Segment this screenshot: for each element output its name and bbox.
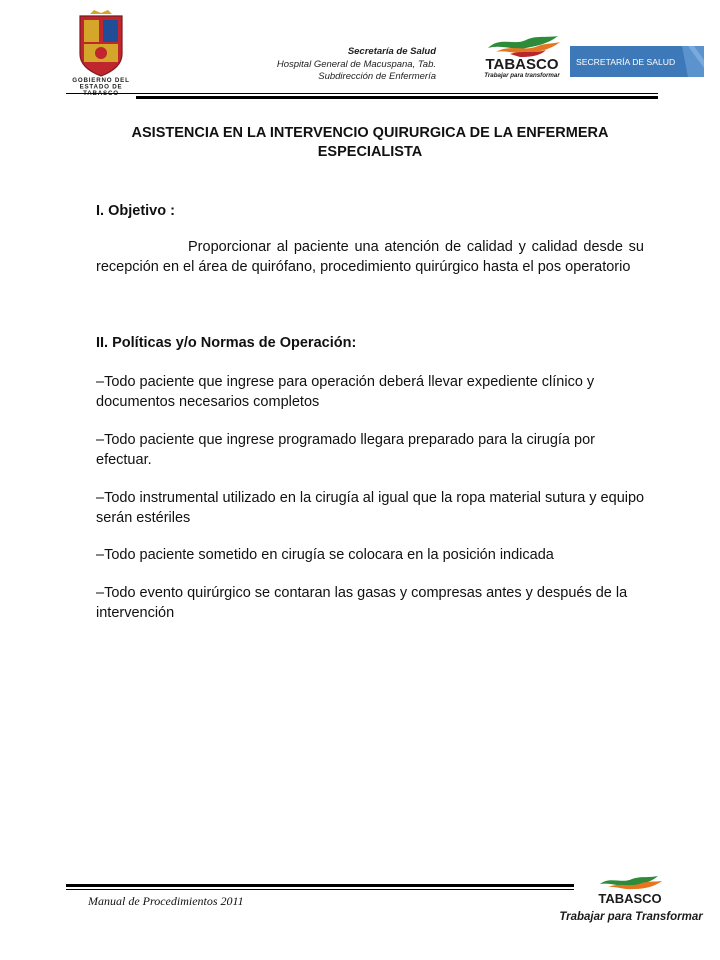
header-hospital: Hospital General de Macuspana, Tab. [276,58,436,70]
document-title: ASISTENCIA EN LA INTERVENCIO QUIRURGICA DE LA ENFERMERA ESPECIALISTA [131,125,609,160]
footer-logo-name: TABASCO [598,891,662,906]
ss-logo-text: SECRETARÍA DE SALUD [576,57,676,67]
policy-item-1: –Todo paciente que ingrese para operación deberá llevar expediente clínico y documentos necesarios completos [96,374,595,410]
tabasco-logo-name: TABASCO [485,56,559,73]
header-text-block [230,46,436,84]
crest-caption-line-1: GOBIERNO DEL [72,77,130,84]
objective-text: Proporcionar al paciente una atención de calidad y calidad desde su recepción en el área de quirófano, procedimiento quirúrgico hasta el pos operatorio [96,239,644,275]
policy-item-3: –Todo instrumental utilizado en la cirugía al igual que la ropa material sutura y equipo serán estériles [96,490,645,526]
tabasco-logo [480,32,564,78]
header-rule-thin [66,93,658,94]
policy-item-5: –Todo evento quirúrgico se contaran las gasas y compresas antes y después de la intervención [96,585,628,621]
footer-tabasco-logo [559,874,703,926]
policies-heading: II. Políticas y/o Normas de Operación: [96,335,357,351]
policy-item-2: –Todo paciente que ingrese programado llegara preparado para la cirugía por efectuar. [96,432,595,468]
crest-caption-line-2: ESTADO DE [79,83,123,91]
footer-rule-thick [66,884,574,887]
header-rule-thick [136,96,658,99]
tabasco-logo-slogan: Trabajar para transformar [484,72,560,79]
header-subdireccion: Subdirección de Enfermería [318,71,436,82]
objective-heading: I. Objetivo : [96,203,175,219]
policy-item-4: –Todo paciente sometido en cirugía se colocara en la posición indicada [96,547,554,563]
state-crest-logo [66,10,136,96]
footer-rule-thin [66,889,574,890]
footer-manual-label: Manual de Procedimientos 2011 [88,894,244,908]
footer-logo-slogan: Trabajar para Transformar [559,911,703,923]
secretaria-salud-logo [570,46,704,77]
crest-caption-line-3: TABASCO [83,90,119,97]
header-org: Secretaría de Salud [347,46,436,57]
